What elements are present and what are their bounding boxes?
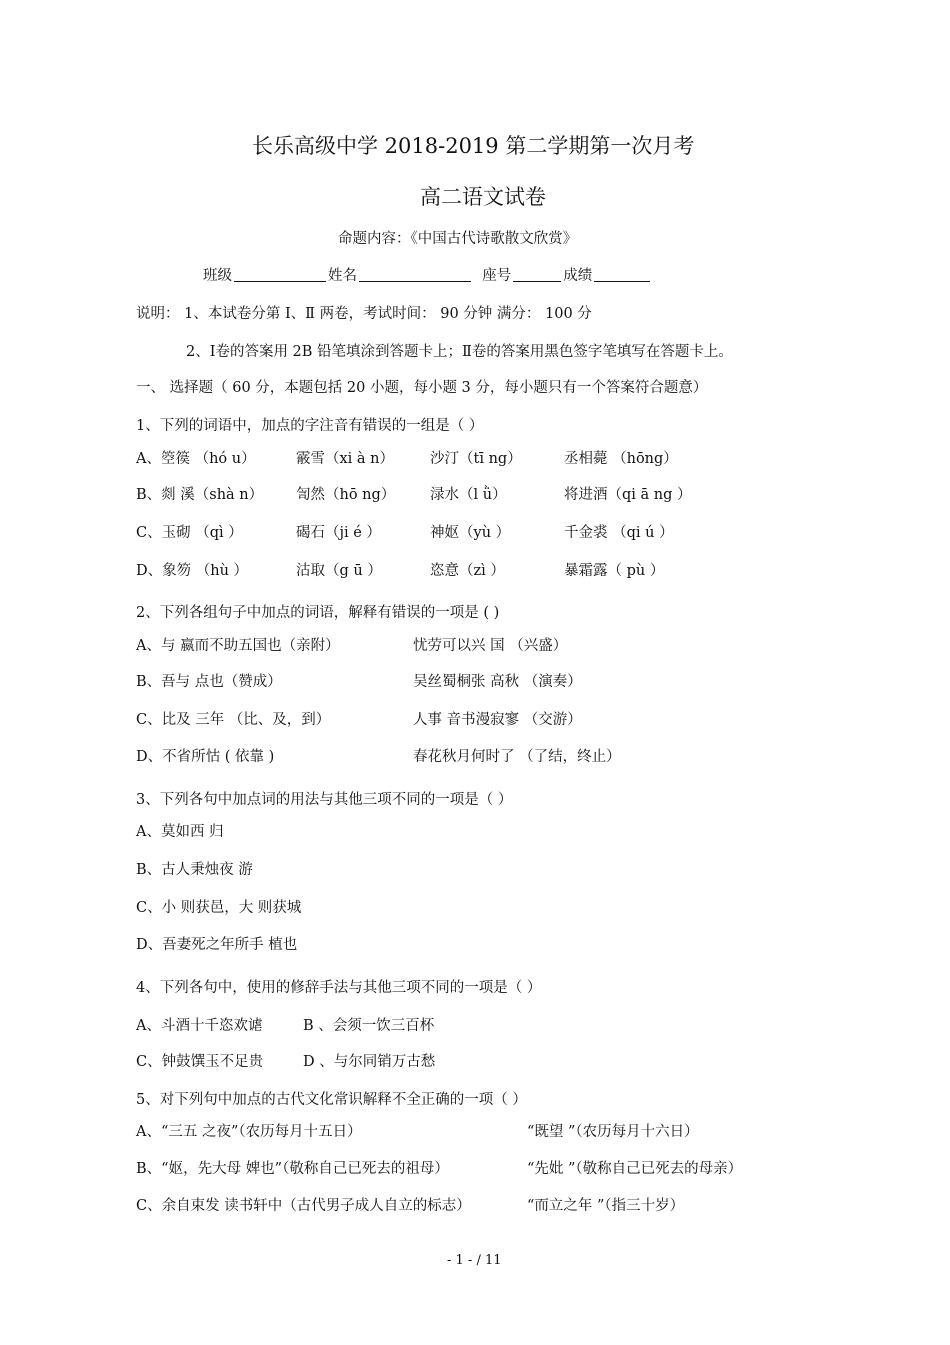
seat-label: 座号 xyxy=(482,268,512,284)
q2-d-1: D、不省所怙 ( 依靠 ) xyxy=(136,749,275,765)
q2-c-2: 人事 音书漫寂寥 （交游） xyxy=(413,712,582,728)
q1-d-4: 暴霜露（ pù ） xyxy=(564,563,665,579)
q2-b-2: 吴丝蜀桐张 高秋 （演奏） xyxy=(413,674,582,690)
q3-option-a: A、莫如西 归 xyxy=(136,824,224,840)
q3-option-b: B、古人秉烛夜 游 xyxy=(136,862,253,878)
q5-b-2: “先妣 ”（敬称自己已死去的母亲） xyxy=(527,1161,743,1177)
q3-option-d: D、吾妻死之年所手 植也 xyxy=(136,937,298,953)
q2-d-2: 春花秋月何时了 （了结，终止） xyxy=(413,749,621,765)
q1-c-2: 碣石（ji é ） xyxy=(296,525,381,541)
class-label: 班级 xyxy=(203,268,232,284)
q4-c: C、钟鼓馔玉不足贵 xyxy=(136,1054,264,1070)
q5-b-1: B、“妪，先大母 婢也”（敬称自己已死去的祖母） xyxy=(136,1161,449,1177)
content-line: 命题内容：《中国古代诗歌散文欣赏》 xyxy=(338,231,578,247)
instruction-1: 说明： 1、本试卷分第 Ⅰ、Ⅱ 两卷，考试时间： 90 分钟 满分： 100 分 xyxy=(136,306,592,322)
q4-b: B 、会须一饮三百杯 xyxy=(303,1018,435,1034)
exam-subtitle: 高二语文试卷 xyxy=(420,185,546,209)
question-5-stem: 5、对下列句中加点的古代文化常识解释不全正确的一项（ ） xyxy=(136,1092,527,1108)
instruction-2: 2、Ⅰ卷的答案用 2B 铅笔填涂到答题卡上；Ⅱ卷的答案用黑色签字笔填写在答题卡上。 xyxy=(186,344,733,360)
exam-title: 长乐高级中学 2018-2019 第二学期第一次月考 xyxy=(252,134,695,158)
score-blank[interactable] xyxy=(594,266,650,282)
q1-c-4: 千金裘 （qi ú ） xyxy=(564,525,674,541)
question-3-stem: 3、下列各句中加点词的用法与其他三项不同的一项是（ ） xyxy=(136,792,513,808)
class-blank[interactable] xyxy=(234,266,326,282)
section-heading: 一、 选择题（ 60 分，本题包括 20 小题，每小题 3 分，每小题只有一个答案符合题意） xyxy=(136,380,708,396)
q1-d-3: 恣意（zì ） xyxy=(430,563,505,579)
q4-d: D 、与尔同销万古愁 xyxy=(303,1054,436,1070)
q1-b-1: B、剡 溪（shà n） xyxy=(136,487,264,503)
q1-c-3: 神妪（yù ） xyxy=(430,525,511,541)
q1-a-4: 丞相薨 （hōng） xyxy=(564,451,678,467)
q1-a-2: 霰雪（xi à n） xyxy=(296,451,395,467)
q2-a-2: 忧劳可以兴 国 （兴盛） xyxy=(413,638,568,654)
q1-a-1: A、箜篌 （hó u） xyxy=(136,451,256,467)
seat-blank[interactable] xyxy=(513,266,561,282)
q5-a-2: “既望 ”（农历每月十六日） xyxy=(527,1124,699,1140)
name-label: 姓名 xyxy=(328,268,357,284)
question-2-stem: 2、下列各组句子中加点的词语，解释有错误的一项是 ( ) xyxy=(136,605,500,621)
question-1-stem: 1、下列的词语中，加点的字注音有错误的一组是（ ） xyxy=(136,418,484,434)
question-4-stem: 4、下列各句中，使用的修辞手法与其他三项不同的一项是（ ） xyxy=(136,980,542,996)
q5-a-1: A、“三五 之夜”（农历每月十五日） xyxy=(136,1124,362,1140)
q4-a: A、斗酒十千恣欢谑 xyxy=(136,1018,263,1034)
q2-b-1: B、吾与 点也（赞成） xyxy=(136,674,282,690)
q2-a-1: A、与 嬴而不助五国也（亲附） xyxy=(136,638,340,654)
q5-c-2: “而立之年 ”（指三十岁） xyxy=(527,1198,685,1214)
q2-c-1: C、比及 三年 （比、及，到） xyxy=(136,712,331,728)
q1-b-2: 訇然（hō ng） xyxy=(296,487,396,503)
q5-c-1: C、余自束发 读书轩中（古代男子成人自立的标志） xyxy=(136,1198,471,1214)
q1-b-4: 将进酒（qi ā ng ） xyxy=(564,487,692,503)
q1-d-2: 沽取（g ū ） xyxy=(296,563,382,579)
q1-a-3: 沙汀（tī ng） xyxy=(430,451,522,467)
q3-option-c: C、小 则获邑，大 则获城 xyxy=(136,900,302,916)
q1-d-1: D、象笏 （hù ） xyxy=(136,563,249,579)
student-info-fields xyxy=(203,264,652,285)
name-blank[interactable] xyxy=(359,266,471,282)
q1-c-1: C、玉砌 （qì ） xyxy=(136,525,243,541)
q1-b-3: 渌水（l ǜ） xyxy=(430,487,507,503)
page-number: - 1 - / 11 xyxy=(447,1253,502,1268)
score-label: 成绩 xyxy=(563,268,593,284)
